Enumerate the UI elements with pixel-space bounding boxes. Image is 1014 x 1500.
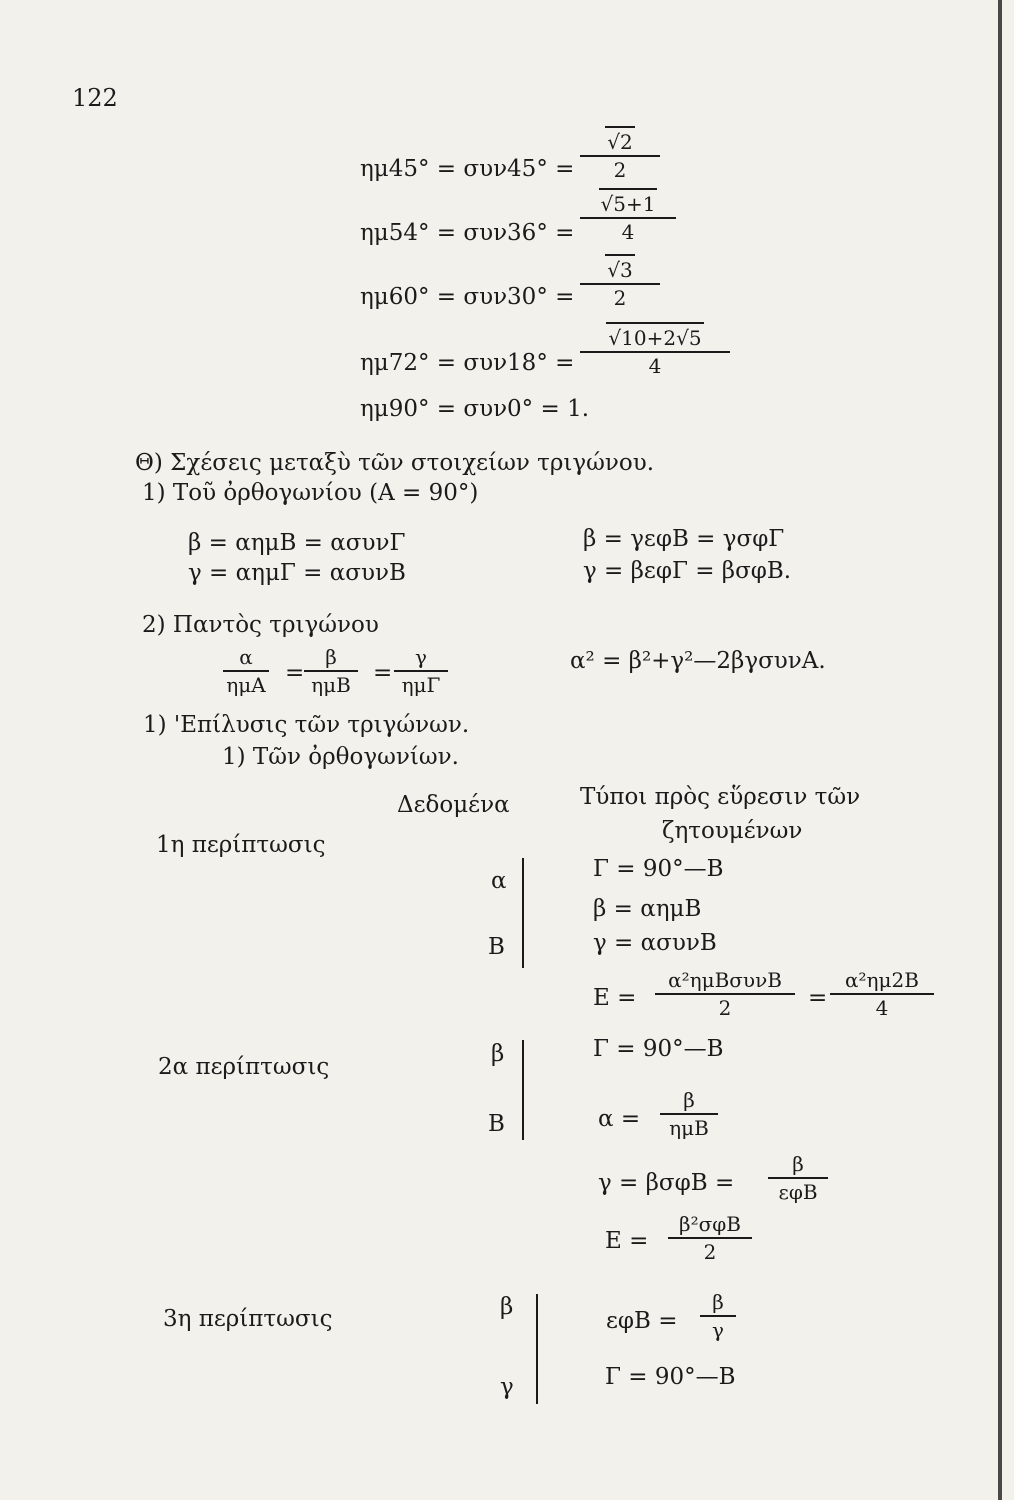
law-sines-eq-1: = xyxy=(285,660,305,686)
case-2-formula-4-left: Ε = xyxy=(605,1228,649,1254)
case-2-formula-4-frac xyxy=(668,1214,752,1262)
case-1-given-1: α xyxy=(491,868,507,894)
case-2-formula-3-num: β xyxy=(792,1152,804,1176)
law-sines-frac-c xyxy=(394,647,448,695)
case-3-label: 3η περίπτωσις xyxy=(163,1306,333,1332)
value-row-54-fraction xyxy=(580,194,676,242)
solution-heading: 1) 'Επίλυσις τῶν τριγώνων. xyxy=(143,712,470,738)
case-3-formula-1-den: γ xyxy=(700,1315,736,1340)
case-2-label: 2α περίπτωσις xyxy=(158,1054,330,1080)
case-2-formula-1: Γ = 90°—Β xyxy=(593,1036,724,1062)
case-2-formula-2-den: ημΒ xyxy=(660,1113,718,1138)
value-row-54-den: 4 xyxy=(580,217,676,242)
value-row-45-fraction xyxy=(580,132,660,180)
case-2-given-1: β xyxy=(491,1041,505,1067)
case-1-formula-2: β = αημΒ xyxy=(593,896,702,922)
case-3-formula-2: Γ = 90°—Β xyxy=(605,1364,736,1390)
value-row-60-fraction xyxy=(580,260,660,308)
case-3-given-2: γ xyxy=(500,1374,514,1400)
case-1-area-frac-1-num: α²ημΒσυνΒ xyxy=(668,968,782,992)
value-row-54-left: ημ54° = συν36° = xyxy=(360,220,575,246)
value-row-60-num: √3 xyxy=(605,254,634,282)
case-1-divider xyxy=(522,858,524,968)
case-2-formula-4-den: 2 xyxy=(668,1237,752,1262)
right-triangle-eq-2: γ = αημΓ = ασυνΒ xyxy=(188,560,406,586)
case-1-area-frac-2-num: α²ημ2Β xyxy=(845,968,919,992)
any-triangle-heading: 2) Παντὸς τριγώνου xyxy=(142,612,379,638)
law-sines-b-den: ημΒ xyxy=(304,670,358,695)
case-2-formula-2-num: β xyxy=(683,1088,695,1112)
law-sines-frac-a xyxy=(223,647,269,695)
column-header-formulas-1: Τύποι πρὸς εὕρεσιν τῶν xyxy=(580,784,861,810)
case-2-formula-3-frac xyxy=(768,1154,828,1202)
value-row-45-num: √2 xyxy=(605,126,634,154)
value-row-72-fraction xyxy=(580,328,730,376)
law-sines-a-num: α xyxy=(239,645,253,669)
right-triangle-heading: 1) Τοῦ ὀρθογωνίου (Α = 90°) xyxy=(142,480,479,506)
case-3-given-1: β xyxy=(500,1294,514,1320)
value-row-72-left: ημ72° = συν18° = xyxy=(360,350,575,376)
case-3-formula-1-frac xyxy=(700,1292,736,1340)
case-1-area-frac-1 xyxy=(655,970,795,1018)
case-1-area-eq: = xyxy=(808,985,828,1011)
case-2-given-2: Β xyxy=(488,1111,505,1137)
case-1-given-2: Β xyxy=(488,934,505,960)
case-2-formula-2-left: α = xyxy=(598,1106,641,1132)
right-triangle-eq-4: γ = βεφΓ = βσφΒ. xyxy=(583,558,792,584)
case-3-formula-1-left: εφΒ = xyxy=(606,1308,678,1334)
case-1-label: 1η περίπτωσις xyxy=(156,832,326,858)
law-sines-c-den: ημΓ xyxy=(394,670,448,695)
law-sines-a-den: ημΑ xyxy=(223,670,269,695)
case-1-formula-3: γ = ασυνΒ xyxy=(593,930,717,956)
value-row-60-left: ημ60° = συν30° = xyxy=(360,284,575,310)
case-2-formula-2-frac xyxy=(660,1090,718,1138)
law-sines-frac-b xyxy=(304,647,358,695)
case-1-formula-1: Γ = 90°—Β xyxy=(593,856,724,882)
column-header-given: Δεδομένα xyxy=(397,792,510,818)
page-edge-shadow xyxy=(998,0,1002,1500)
value-row-45-den: 2 xyxy=(580,155,660,180)
right-triangle-eq-3: β = γεφΒ = γσφΓ xyxy=(583,526,785,552)
case-1-area-frac-2-den: 4 xyxy=(830,993,934,1018)
right-triangle-eq-1: β = αημΒ = ασυνΓ xyxy=(188,530,406,556)
page-number: 122 xyxy=(72,84,118,112)
law-cosines: α² = β²+γ²—2βγσυνΑ. xyxy=(570,648,826,674)
case-2-divider xyxy=(522,1040,524,1140)
value-row-72-den: 4 xyxy=(580,351,730,376)
value-row-90: ημ90° = συν0° = 1. xyxy=(360,396,590,422)
column-header-formulas-2: ζητουμένων xyxy=(662,818,803,844)
case-1-area-frac-2 xyxy=(830,970,934,1018)
value-row-54-num: √5+1 xyxy=(599,188,658,216)
law-sines-b-num: β xyxy=(325,645,337,669)
case-1-area-left: Ε = xyxy=(593,985,637,1011)
case-3-divider xyxy=(536,1294,538,1404)
case-3-formula-1-num: β xyxy=(712,1290,724,1314)
law-sines-c-num: γ xyxy=(415,645,427,669)
case-2-formula-3-left: γ = βσφΒ = xyxy=(598,1170,735,1196)
case-2-formula-4-num: β²σφΒ xyxy=(679,1212,741,1236)
value-row-45-left: ημ45° = συν45° = xyxy=(360,156,575,182)
case-1-area-frac-1-den: 2 xyxy=(655,993,795,1018)
case-2-formula-3-den: εφΒ xyxy=(768,1177,828,1202)
value-row-60-den: 2 xyxy=(580,283,660,308)
solution-subheading: 1) Τῶν ὀρθογωνίων. xyxy=(222,744,459,770)
section-heading-theta: Θ) Σχέσεις μεταξὺ τῶν στοιχείων τριγώνου. xyxy=(135,450,655,476)
value-row-72-num: √10+2√5 xyxy=(606,322,703,350)
law-sines-eq-2: = xyxy=(373,660,393,686)
